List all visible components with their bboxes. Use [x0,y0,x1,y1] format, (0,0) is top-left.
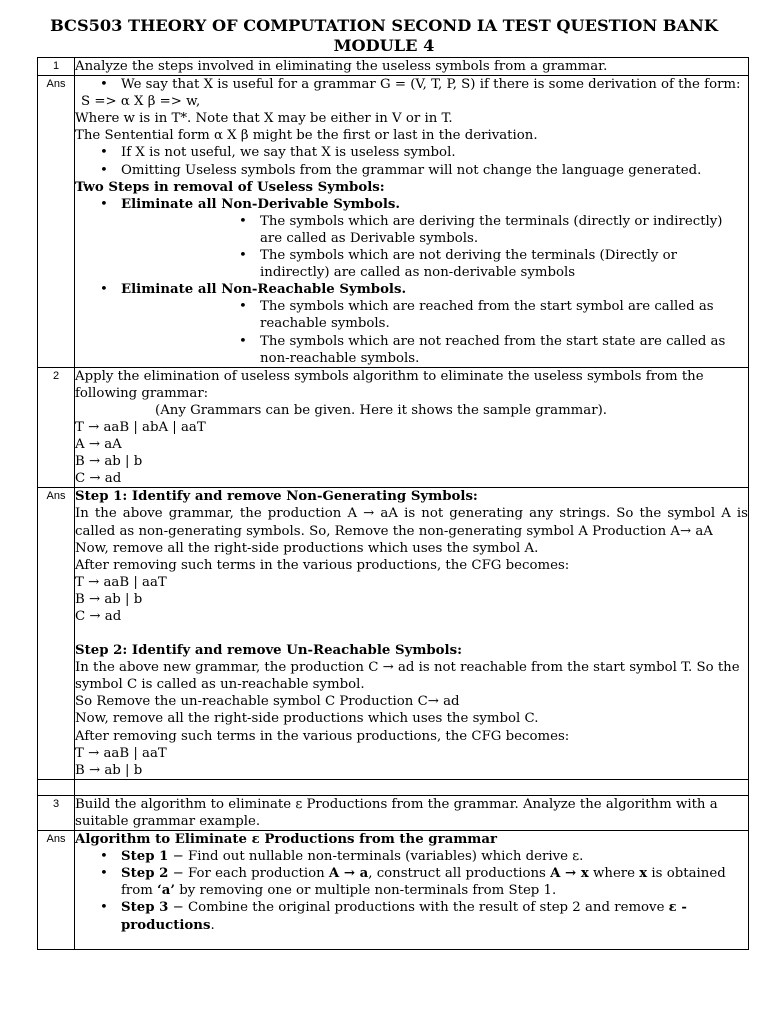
question-text [75,367,749,488]
algorithm-heading [75,831,748,848]
emphasis: ε - productions [121,900,687,933]
step-text: − For each production [168,866,329,882]
question-2-text: Apply the elimination of useless symbols algorithm to eliminate the useless symbols from the following grammar: [75,368,704,401]
section-heading [75,179,748,196]
question-row-1 [38,58,749,76]
answer-row-3 [38,831,749,950]
answer-label: Ans [38,76,75,368]
question-row-2 [38,367,749,488]
symbol: x [639,866,648,882]
grammar-line: T → aaB | aaT [75,574,167,590]
bullet-item: • We say that X is useful for a grammar G = (V, T, P, S) if there is some derivation of the form: [75,76,748,93]
step-heading: Eliminate all Non-Reachable Symbols. [121,282,407,298]
sentential-line: The Sentential form α X β might be the first or last in the derivation. [75,128,538,144]
step-label: Step 1 [121,849,169,865]
answer-row-1 [38,76,749,368]
sub-bullet-list [75,298,748,366]
question-number: 3 [38,795,75,830]
answer-text [75,76,749,368]
bullet-item: • Omitting Useless symbols from the grammar will not change the language generated. [75,162,748,179]
bullet-item: • If X is not useful, we say that X is useless symbol. [75,144,748,161]
grammar-line: B → ab | b [75,454,143,470]
paragraph: After removing such terms in the various productions, the CFG becomes: [75,557,570,573]
step-text: , construct all productions [368,866,551,882]
step-text: where [588,866,640,882]
step-text: . [210,917,215,933]
bullet-list [75,76,748,93]
paragraph: In the above new grammar, the production C → ad is not reachable from the start symbol T. So the symbol C is called as un-reachable symbol. [75,660,740,693]
bullet-item [75,899,748,933]
grammar-line: T → aaB | abA | aaT [75,419,206,435]
question-text [75,58,749,76]
grammar-line: C → ad [75,471,122,487]
question-3-text: Build the algorithm to eliminate ε Productions from the grammar. Analyze the algorithm with a suitable grammar example. [75,796,718,829]
heading-text: Two Steps in removal of Useless Symbols: [75,179,385,195]
heading-text: Step 1: Identify and remove Non-Generating Symbols: [75,489,478,505]
step-heading [75,488,748,505]
step-text: by removing one or multiple non-terminals from Step 1. [175,883,557,899]
grammar-line: B → ab | b [75,762,143,778]
question-number: 2 [38,367,75,488]
title-line-2: MODULE 4 [333,36,435,55]
bullet-item [75,281,748,298]
paragraph: In the above grammar, the production A → aA is not generating any strings. So the symbol A is called as non-generating symbols. So, Remove the non-generating symbol A Production A→ aA [75,506,748,539]
bullet-list [75,196,748,213]
question-row-3 [38,795,749,830]
bullet-item [75,865,748,899]
question-text [75,795,749,830]
where-line: Where w is in T*. Note that X may be either in V or in T. [75,111,453,127]
bullet-list [75,144,748,178]
sub-bullet-item: • The symbols which are not deriving the terminals (Directly or indirectly) are called as non-derivable symbols [75,247,748,281]
step-text: − Combine the original productions with the result of step 2 and remove [168,900,669,916]
grammar-line: C → ad [75,609,122,624]
step-heading: Eliminate all Non-Derivable Symbols. [121,196,400,212]
production: A → a [328,866,369,882]
derivation-line: S => α X β => w, [81,94,201,110]
heading-text: Algorithm to Eliminate ε Productions from the grammar [75,832,497,848]
bullet-list [75,848,748,933]
paragraph: After removing such terms in the various productions, the CFG becomes: [75,728,570,744]
answer-text [75,488,749,780]
heading-text: Step 2: Identify and remove Un-Reachable Symbols: [75,643,462,659]
paragraph: Now, remove all the right-side productions which uses the symbol C. [75,711,539,727]
symbol: ‘a’ [157,883,175,899]
sub-bullet-list [75,213,748,281]
sub-bullet-item: • The symbols which are deriving the terminals (directly or indirectly) are called as Derivable symbols. [75,213,748,247]
bullet-item [75,196,748,213]
spacer [75,625,748,642]
sub-bullet-item: • The symbols which are not reached from the start state are called as non-reachable symbols. [75,333,748,367]
step-label: Step 2 [121,866,169,882]
question-note: (Any Grammars can be given. Here it shows the sample grammar). [155,402,607,418]
empty-cell [75,779,749,795]
paragraph: So Remove the un-reachable symbol C Production C→ ad [75,694,460,710]
question-bank-table [37,57,749,950]
step-label: Step 3 [121,900,169,916]
bullet-list [75,281,748,298]
sub-bullet-item: • The symbols which are reached from the start symbol are called as reachable symbols. [75,298,748,332]
title-line-1: BCS503 THEORY OF COMPUTATION SECOND IA TEST QUESTION BANK [50,16,718,35]
empty-cell [38,779,75,795]
answer-text [75,831,749,950]
answer-label: Ans [38,831,75,950]
grammar-line: A → aA [75,437,122,453]
question-number: 1 [38,58,75,76]
step-text: − Find out nullable non-terminals (variables) which derive ε. [168,849,584,865]
production: A → x [550,866,589,882]
question-1-text: Analyze the steps involved in eliminating the useless symbols from a grammar. [75,59,608,74]
paragraph: Now, remove all the right-side productions which uses the symbol A. [75,540,539,556]
grammar-line: B → ab | b [75,591,143,607]
step-heading [75,642,748,659]
grammar-line: T → aaB | aaT [75,745,167,761]
step-text: is obtained from [121,866,726,899]
bullet-item [75,848,748,865]
answer-row-2 [38,488,749,780]
document-title [0,16,768,56]
empty-row [38,779,749,795]
answer-label: Ans [38,488,75,780]
